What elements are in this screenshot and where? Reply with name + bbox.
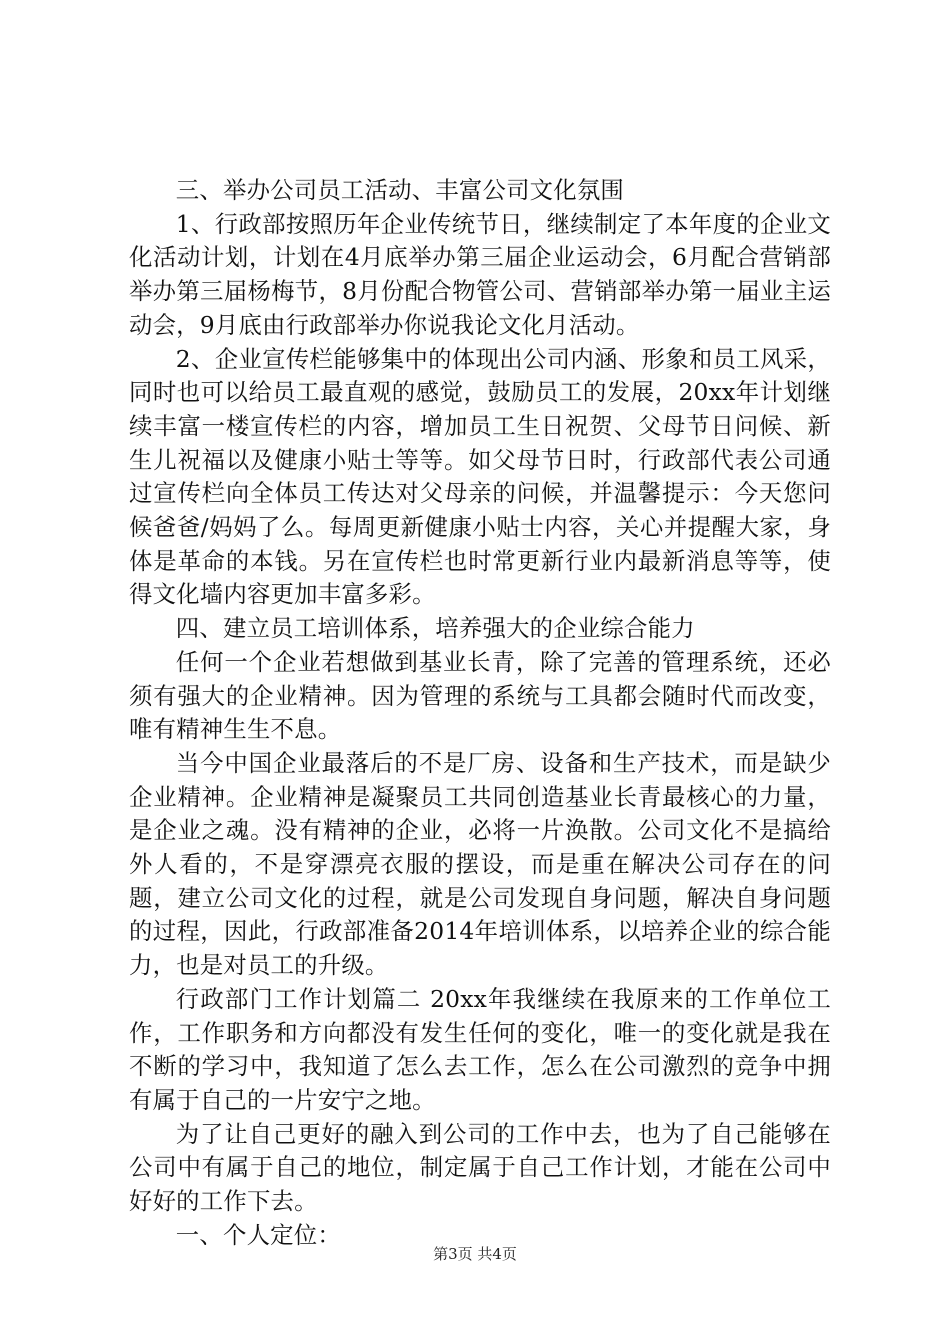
section-heading-3: 三、举办公司员工活动、丰富公司文化氛围 [175, 176, 625, 204]
paragraph-enterprise-spirit: 任何一个企业若想做到基业长青，除了完善的管理系统，还必须有强大的企业精神。因为管理的系统与工具都会随时代而改变，唯有精神生生不息。 [129, 647, 831, 744]
paragraph-company-culture: 当今中国企业最落后的不是厂房、设备和生产技术，而是缺少企业精神。企业精神是凝聚员工共同创造基业长青最核心的力量，是企业之魂。没有精神的企业，必将一片涣散。公司文化不是搞给外人看的，不是穿漂亮衣服的摆设，而是重在解决公司存在的问题，建立公司文化的过程，就是公司发现自身问题，解决自身问题的过程，因此，行政部准备2014年培训体系，以培养企业的综合能力，也是对员工的升级。 [129, 748, 831, 980]
paragraph-work-plan-two: 行政部门工作计划篇二 20xx年我继续在我原来的工作单位工作，工作职务和方向都没有发生任何的变化，唯一的变化就是我在不断的学习中，我知道了怎么去工作，怎么在公司激烈的竞争中拥有属于自己的一片安宁之地。 [129, 984, 831, 1114]
section-heading-1: 一、个人定位： [175, 1220, 341, 1249]
section-heading-4: 四、建立员工培训体系，培养强大的企业综合能力 [175, 614, 695, 643]
document-body [129, 174, 831, 1253]
paragraph-activity-plan: 1、行政部按照历年企业传统节日，继续制定了本年度的企业文化活动计划，计划在4月底举办第三届企业运动会，6月配合营销部举办第三届杨梅节，8月份配合物管公司、营销部举办第一届业主运动会，9月底由行政部举办你说我论文化月活动。 [129, 209, 831, 339]
paragraph-integration: 为了让自己更好的融入到公司的工作中去，也为了自己能够在公司中有属于自己的地位，制定属于自己工作计划，才能在公司中好好的工作下去。 [129, 1119, 831, 1216]
page-footer: 第3页 共4页 [433, 1245, 517, 1263]
paragraph-bulletin-board: 2、企业宣传栏能够集中的体现出公司内涵、形象和员工风采，同时也可以给员工最直观的感觉，鼓励员工的发展，20xx年计划继续丰富一楼宣传栏的内容，增加员工生日祝贺、父母节日问候、新生儿祝福以及健康小贴士等等。如父母节日时，行政部代表公司通过宣传栏向全体员工传达对父母亲的问候，并温馨提示：今天您问候爸爸/妈妈了么。每周更新健康小贴士内容，关心并提醒大家，身体是革命的本钱。另在宣传栏也时常更新行业内最新消息等等，使得文化墙内容更加丰富多彩。 [129, 344, 831, 609]
